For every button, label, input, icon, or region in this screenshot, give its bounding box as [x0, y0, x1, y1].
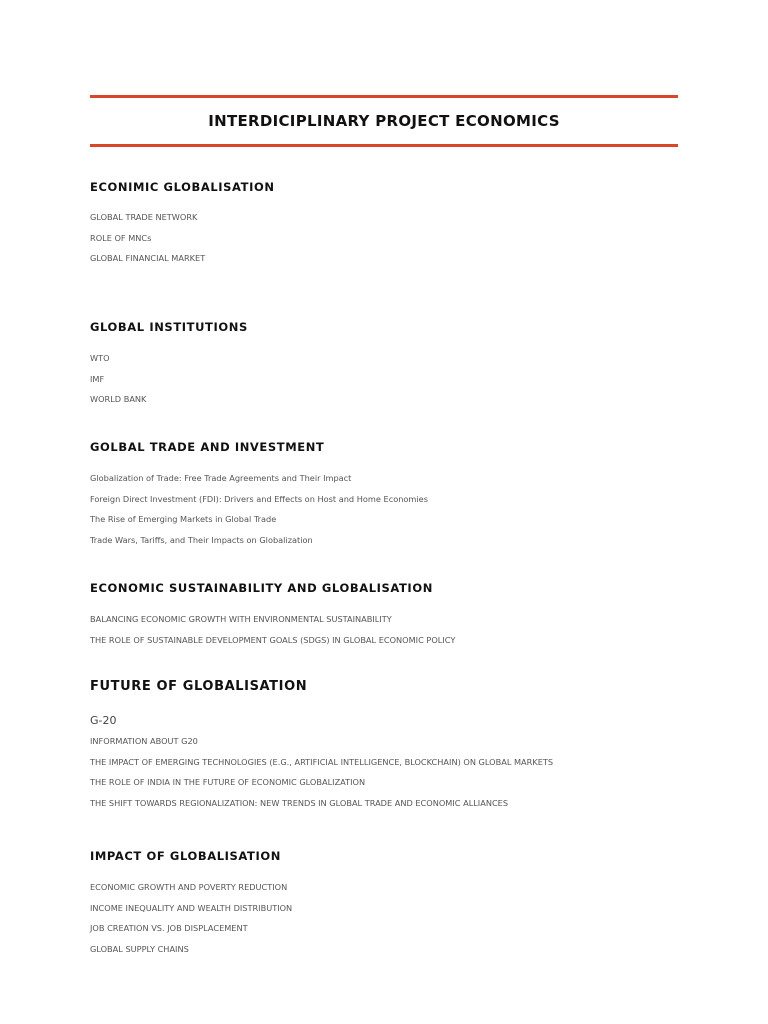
list-item: WORLD BANK — [90, 394, 147, 405]
section-item-list — [90, 736, 678, 808]
list-item: Foreign Direct Investment (FDI): Drivers and Effects on Host and Home Economies — [90, 493, 428, 504]
list-item: ROLE OF MNCs — [90, 232, 152, 243]
section-item-list — [90, 212, 678, 263]
section-impact-of-globalisation — [90, 849, 678, 954]
list-item: THE IMPACT OF EMERGING TECHNOLOGIES (E.G., ARTIFICIAL INTELLIGENCE, BLOCKCHAIN) ON GLOBAL MARKETS — [90, 756, 554, 767]
section-item-list — [90, 882, 678, 954]
section-item-list — [90, 614, 678, 645]
list-item: WTO — [90, 353, 110, 363]
list-item: THE SHIFT TOWARDS REGIONALIZATION: NEW TRENDS IN GLOBAL TRADE AND ECONOMIC ALLIANCES — [90, 797, 509, 808]
list-item: GLOBAL FINANCIAL MARKET — [90, 253, 206, 264]
section-economic-globalisation — [90, 180, 678, 263]
section-global-institutions — [90, 320, 678, 404]
document-title: INTERDICIPLINARY PROJECT ECONOMICS — [208, 112, 560, 130]
list-item: ECONOMIC GROWTH AND POVERTY REDUCTION — [90, 882, 288, 892]
list-item: GLOBAL TRADE NETWORK — [90, 212, 198, 222]
section-subheading: G-20 — [90, 714, 117, 727]
list-item: BALANCING ECONOMIC GROWTH WITH ENVIRONMENTAL SUSTAINABILITY — [90, 614, 392, 624]
section-item-list — [90, 353, 678, 404]
list-item: Globalization of Trade: Free Trade Agreements and Their Impact — [90, 473, 352, 483]
section-future-of-globalisation — [90, 680, 678, 808]
section-heading: ECONOMIC SUSTAINABILITY AND GLOBALISATION — [90, 581, 433, 595]
section-heading: FUTURE OF GLOBALISATION — [90, 679, 308, 694]
section-heading: ECONIMIC GLOBALISATION — [90, 180, 275, 194]
section-heading: IMPACT OF GLOBALISATION — [90, 849, 281, 863]
list-item: The Rise of Emerging Markets in Global Trade — [90, 514, 277, 525]
list-item: INFORMATION ABOUT G20 — [90, 736, 198, 746]
title-block — [90, 95, 678, 147]
section-item-list — [90, 473, 678, 545]
list-item: INCOME INEQUALITY AND WEALTH DISTRIBUTION — [90, 902, 293, 913]
list-item: IMF — [90, 373, 105, 384]
list-item: THE ROLE OF SUSTAINABLE DEVELOPMENT GOALS (SDGS) IN GLOBAL ECONOMIC POLICY — [90, 634, 456, 645]
section-economic-sustainability — [90, 581, 678, 645]
section-heading: GLOBAL INSTITUTIONS — [90, 320, 248, 334]
section-heading: GOLBAL TRADE AND INVESTMENT — [90, 440, 325, 454]
section-global-trade-investment — [90, 440, 678, 545]
list-item: THE ROLE OF INDIA IN THE FUTURE OF ECONOMIC GLOBALIZATION — [90, 777, 366, 788]
list-item: Trade Wars, Tariffs, and Their Impacts on Globalization — [90, 534, 313, 545]
list-item: GLOBAL SUPPLY CHAINS — [90, 943, 189, 954]
list-item: JOB CREATION VS. JOB DISPLACEMENT — [90, 923, 248, 934]
